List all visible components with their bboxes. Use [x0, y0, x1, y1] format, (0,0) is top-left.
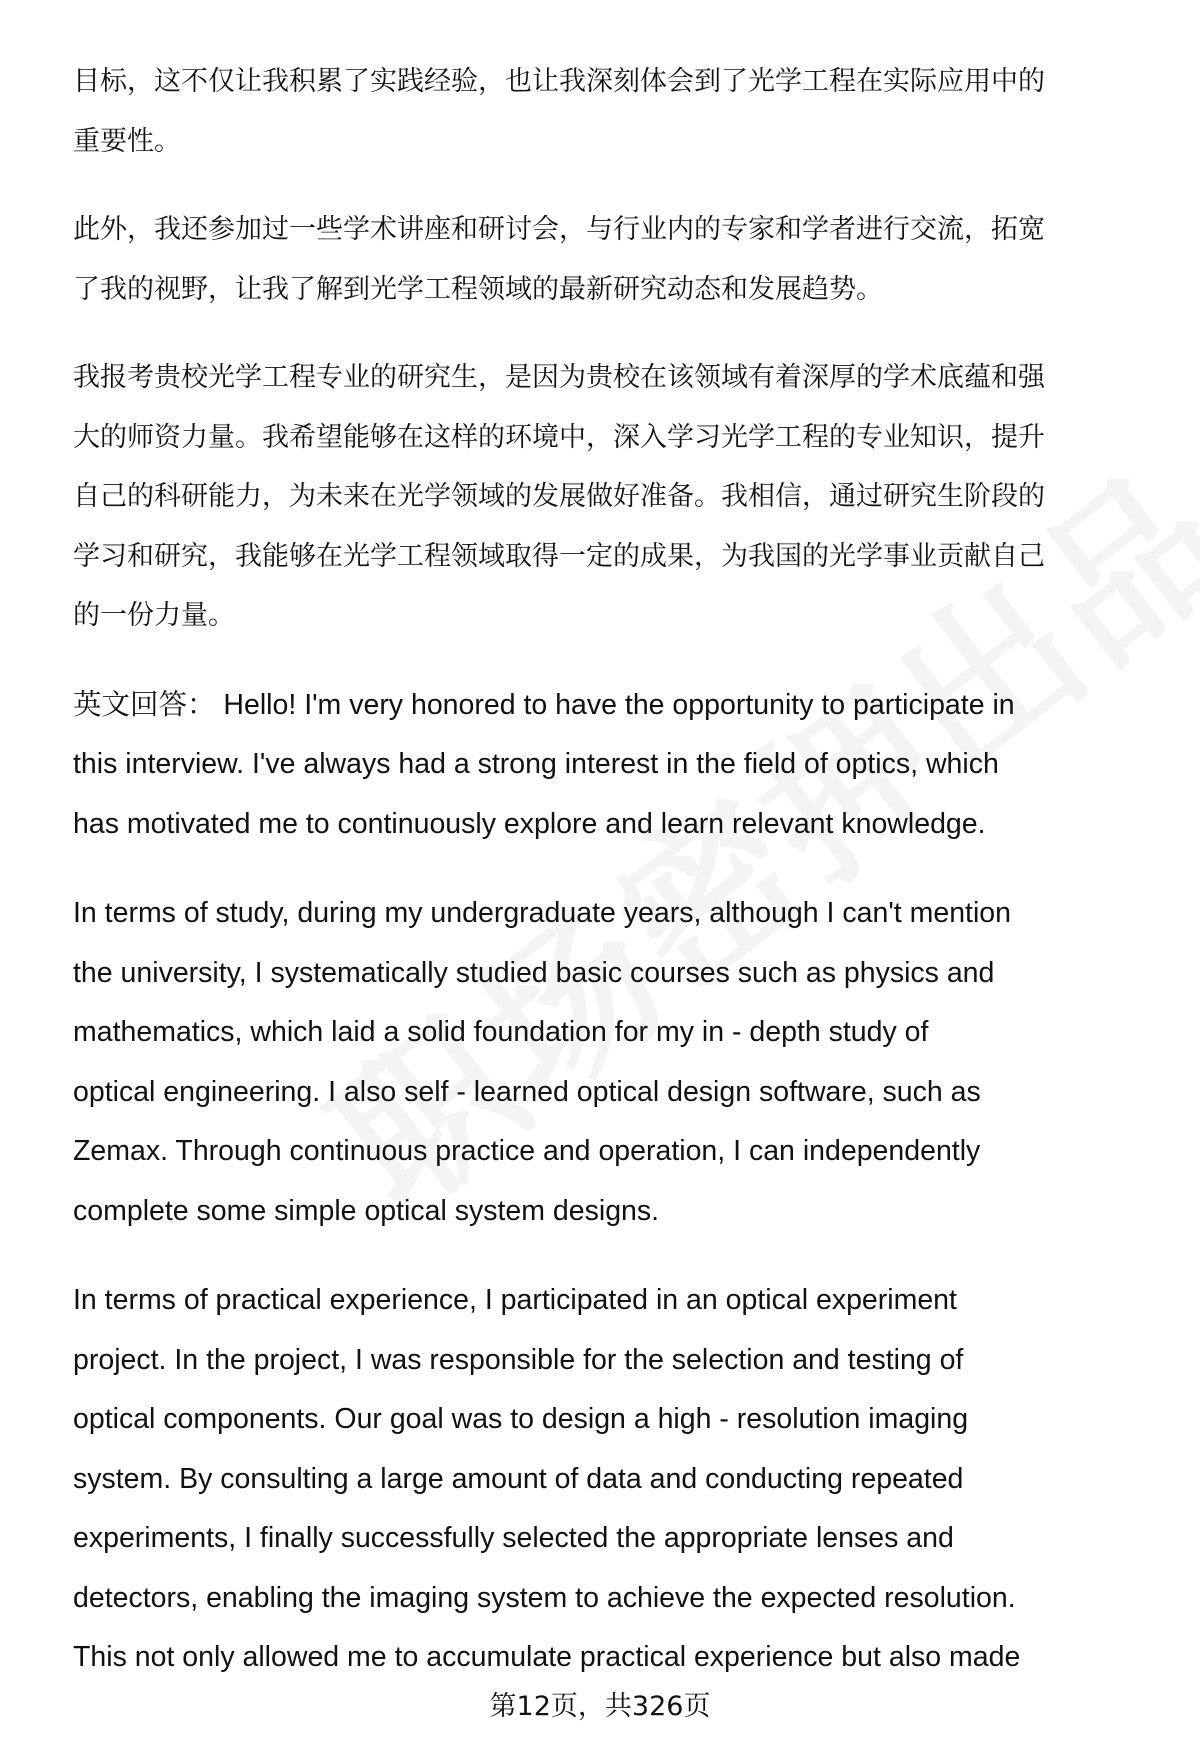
page-footer: 第12页，共326页 [489, 1691, 711, 1722]
paragraph-5: In terms of study, during my undergraduate years, although I can't mention the university, I systematically studied basic courses such as physics and mathematics, which laid a solid foundation for my in - depth study of optical engineering. I also self - learned optical design software, such as Zemax. Through continuous practice and operation, I can independently complete some simple optical system designs. [73, 897, 1012, 1227]
paragraph-2: 此外，我还参加过一些学术讲座和研讨会，与行业内的专家和学者进行交流，拓宽 了我的视野，让我了解到光学工程领域的最新研究动态和发展趋势。 [73, 214, 1045, 305]
paragraph-4: 英文回答： Hello! I'm very honored to have the opportunity to participate in this interview. I've always had a strong interest in the field of optics, which has motivated me to continuously explore and learn relevant knowledge. [73, 688, 1015, 840]
document-body [73, 52, 1153, 1688]
paragraph-3: 我报考贵校光学工程专业的研究生，是因为贵校在该领域有着深厚的学术底蕴和强 大的师资力量。我希望能够在这样的环境中，深入学习光学工程的专业知识，提升 自己的科研能力，为未来在光学领域的发展做好准备。我相信，通过研究生阶段的 学习和研究，我能够在光学工程领域取得一定的成果，为我国的光学事业贡献自己 的一份力量。 [73, 362, 1045, 631]
paragraph-6: In terms of practical experience, I participated in an optical experiment project. In the project, I was responsible for the selection and testing of optical components. Our goal was to design a high - resolution imaging system. By consulting a large amount of data and conducting repeated experiments, I finally successfully selected the appropriate lenses and detectors, enabling the imaging system to achieve the expected resolution. This not only allowed me to accumulate practical experience but also made [73, 1284, 1021, 1673]
paragraph-1: 目标，这不仅让我积累了实践经验，也让我深刻体会到了光学工程在实际应用中的 重要性。 [73, 66, 1045, 157]
